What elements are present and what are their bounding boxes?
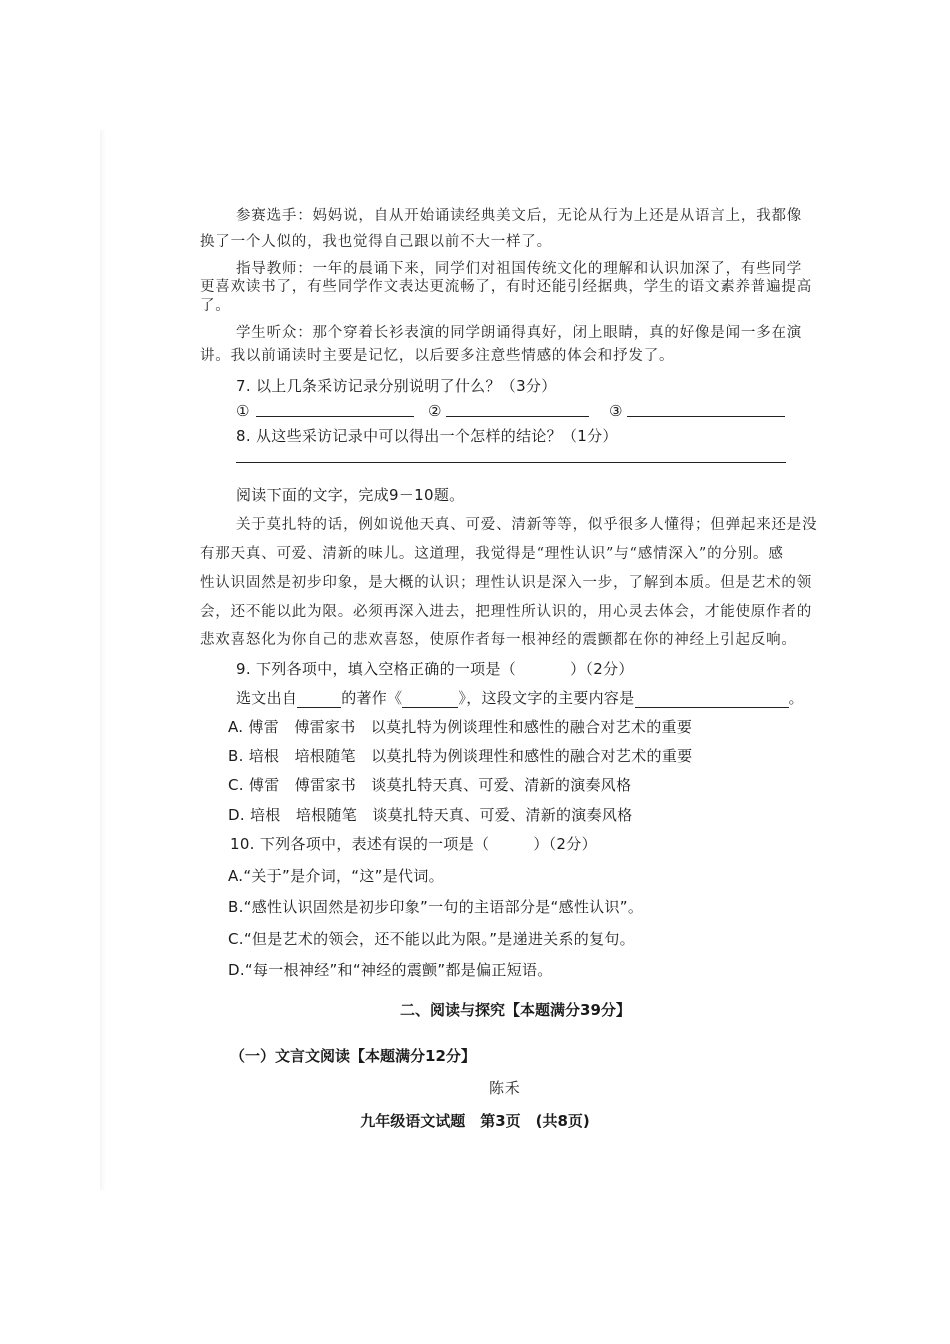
q7-answer-blank-2[interactable] [446, 416, 589, 417]
passage-line-2: 有那天真、可爱、清新的味儿。这道理，我觉得是“理性认识”与“感情深入”的分别。感 [200, 546, 784, 562]
q9-fill-blank-author [297, 691, 341, 708]
q9-fill-sentence: 选文出自 的著作《 》，这段文字的主要内容是 。 [236, 689, 804, 707]
interview-teacher-line1: 指导教师：一年的晨诵下来，同学们对祖国传统文化的理解和认识加深了，有些同学 [236, 261, 803, 277]
section-2-subtitle: （一）文言文阅读【本题满分12分】 [230, 1047, 476, 1065]
interview-teacher-line3: 了。 [200, 298, 231, 314]
question-7: 7. 以上几条采访记录分别说明了什么？（3分） [236, 377, 557, 395]
q9-option-c: C. 傅雷 傅雷家书 谈莫扎特天真、可爱、清新的演奏风格 [228, 776, 632, 794]
q9-fill-blank-book [402, 691, 458, 708]
q7-answer-mark-2: ② [428, 402, 442, 420]
interview-audience-line1: 学生听众：那个穿着长衫表演的同学朗诵得真好，闭上眼睛，真的好像是闻一多在演 [236, 325, 803, 341]
q7-answer-mark-1: ① [236, 402, 250, 420]
q10-option-a: A.“关于”是介词，“这”是代词。 [228, 867, 444, 885]
interview-contestant-line1: 参赛选手：妈妈说，自从开始诵读经典美文后，无论从行为上还是从语言上，我都像 [236, 208, 803, 224]
passage-line-3: 性认识固然是初步印象，是大概的认识；理性认识是深入一步，了解到本质。但是艺术的领 [200, 575, 812, 591]
q9-option-b: B. 培根 培根随笔 以莫扎特为例谈理性和感性的融合对艺术的重要 [228, 747, 693, 765]
q7-answer-mark-3: ③ [609, 402, 623, 420]
q10-option-c: C.“但是艺术的领会，还不能以此为限。”是递进关系的复句。 [228, 930, 635, 948]
interview-audience-line2: 讲。我以前诵读时主要是记忆，以后要多注意些情感的体会和抒发了。 [200, 348, 675, 364]
q7-answer-blank-1[interactable] [256, 416, 414, 417]
question-8: 8. 从这些采访记录中可以得出一个怎样的结论？（1分） [236, 427, 618, 445]
question-9: 9. 下列各项中，填入空格正确的一项是（ ）（2分） [236, 660, 634, 678]
q9-option-d: D. 培根 培根随笔 谈莫扎特天真、可爱、清新的演奏风格 [228, 806, 633, 824]
article-title: 陈禾 [489, 1079, 521, 1097]
q9-option-a: A. 傅雷 傅雷家书 以莫扎特为例谈理性和感性的融合对艺术的重要 [228, 718, 693, 736]
q10-option-d: D.“每一根神经”和“神经的震颤”都是偏正短语。 [228, 961, 553, 979]
scan-shadow [100, 130, 106, 1190]
q8-answer-blank[interactable] [236, 462, 786, 463]
passage-line-1: 关于莫扎特的话，例如说他天真、可爱、清新等等，似乎很多人懂得；但弹起来还是没 [236, 517, 818, 533]
q7-answer-blank-3[interactable] [627, 416, 785, 417]
passage-line-5: 悲欢喜怒化为你自己的悲欢喜怒，使原作者每一根神经的震颤都在你的神经上引起反响。 [200, 632, 797, 648]
section-2-title: 二、阅读与探究【本题满分39分】 [400, 1001, 631, 1019]
q10-option-b: B.“感性认识固然是初步印象”一句的主语部分是“感性认识”。 [228, 898, 644, 916]
reading-instruction: 阅读下面的文字，完成9－10题。 [236, 486, 465, 504]
page-footer: 九年级语文试题 第3页 (共8页) [360, 1112, 590, 1130]
question-10: 10. 下列各项中，表述有误的一项是（ ）（2分） [230, 835, 597, 853]
q9-fill-blank-content [635, 691, 789, 708]
interview-contestant-line2: 换了一个人似的，我也觉得自己跟以前不大一样了。 [200, 234, 552, 250]
interview-teacher-line2: 更喜欢读书了，有些同学作文表达更流畅了，有时还能引经据典，学生的语文素养普遍提高 [200, 279, 812, 295]
passage-line-4: 会，还不能以此为限。必须再深入进去，把理性所认识的，用心灵去体会，才能使原作者的 [200, 604, 812, 620]
